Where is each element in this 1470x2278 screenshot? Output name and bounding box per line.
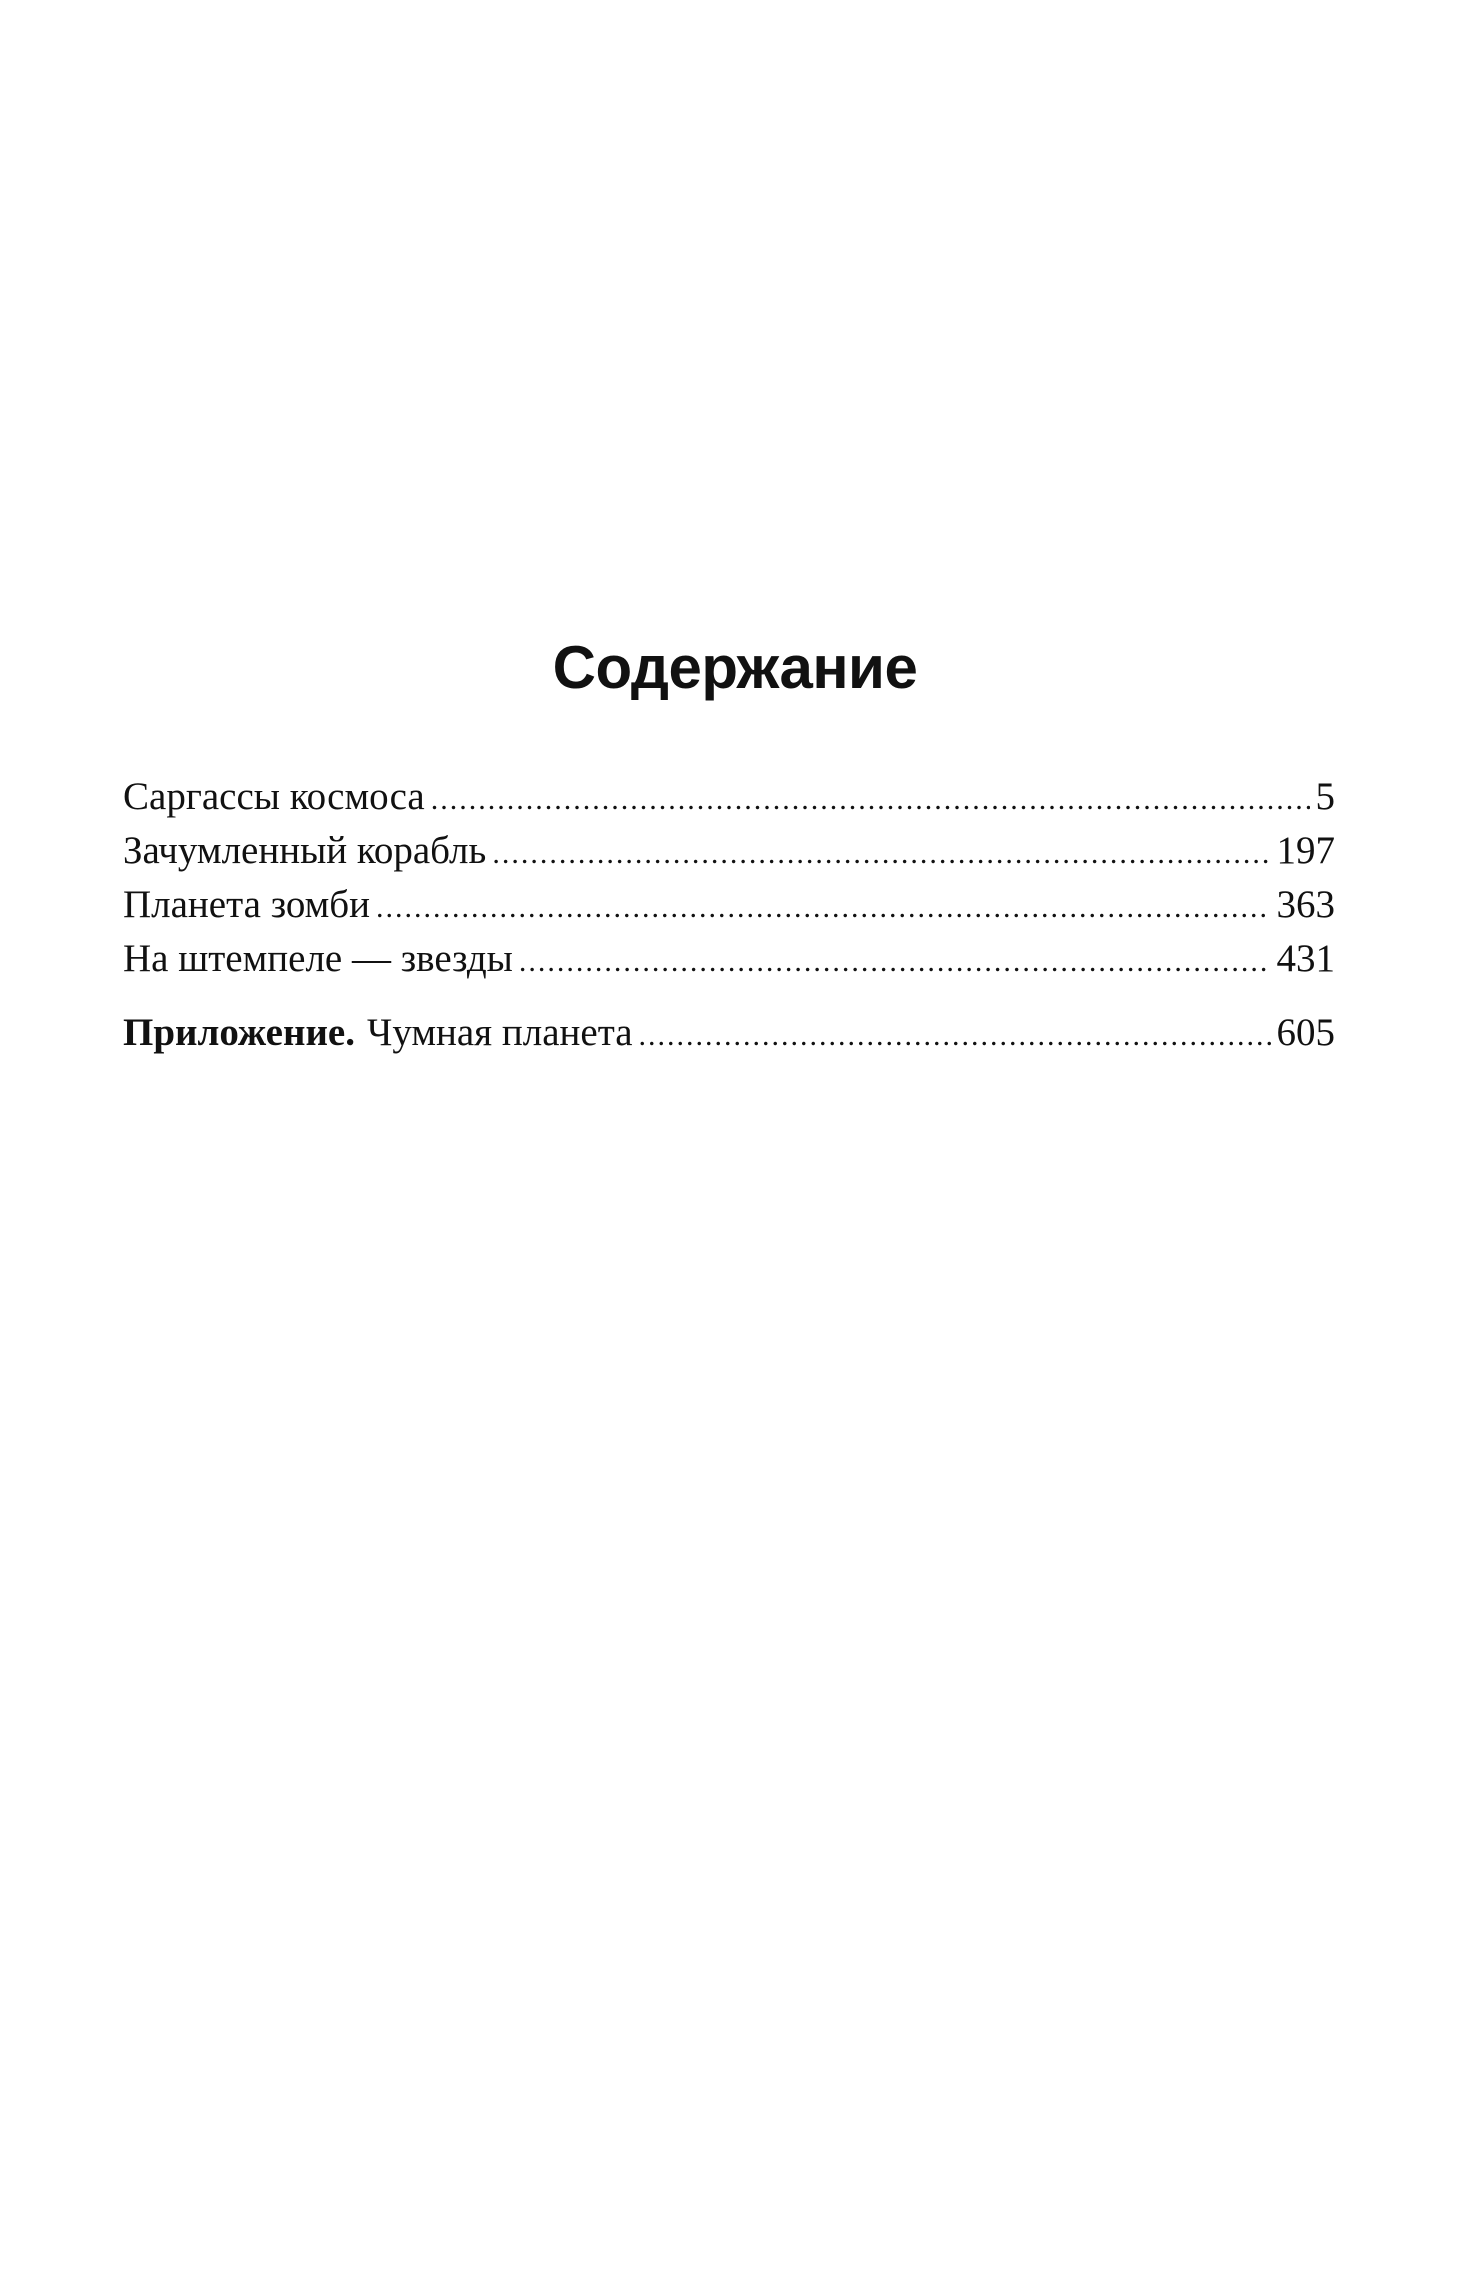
toc-entry-appendix[interactable] [123,1006,1335,1060]
toc-entry-title: Саргассы космоса [123,775,425,818]
dot-leader [431,773,1310,827]
toc-title: Содержание [552,634,918,701]
toc-entry-page: 197 [1276,829,1335,872]
appendix-prefix: Приложение. [123,1011,355,1054]
toc-entry-page: 605 [1276,1011,1335,1054]
toc-entry-title: На штемпеле — звезды [123,937,513,980]
toc-entry[interactable] [123,824,1335,878]
dot-leader [639,1009,1271,1063]
dot-leader [492,827,1270,881]
toc-entry-title [123,1006,633,1060]
dot-leader [376,881,1270,935]
toc-entry-title: Зачумленный корабль [123,829,487,872]
toc-entry[interactable] [123,770,1335,824]
toc-entry-page: 431 [1276,937,1335,980]
toc-list [123,770,1335,1060]
appendix-title: Чумная планета [366,1011,633,1054]
toc-entry-title: Планета зомби [123,883,371,926]
toc-entry[interactable] [123,878,1335,932]
dot-leader [519,935,1271,989]
toc-entry[interactable] [123,932,1335,986]
toc-entry-page: 5 [1315,775,1335,818]
toc-entry-page: 363 [1276,883,1335,926]
